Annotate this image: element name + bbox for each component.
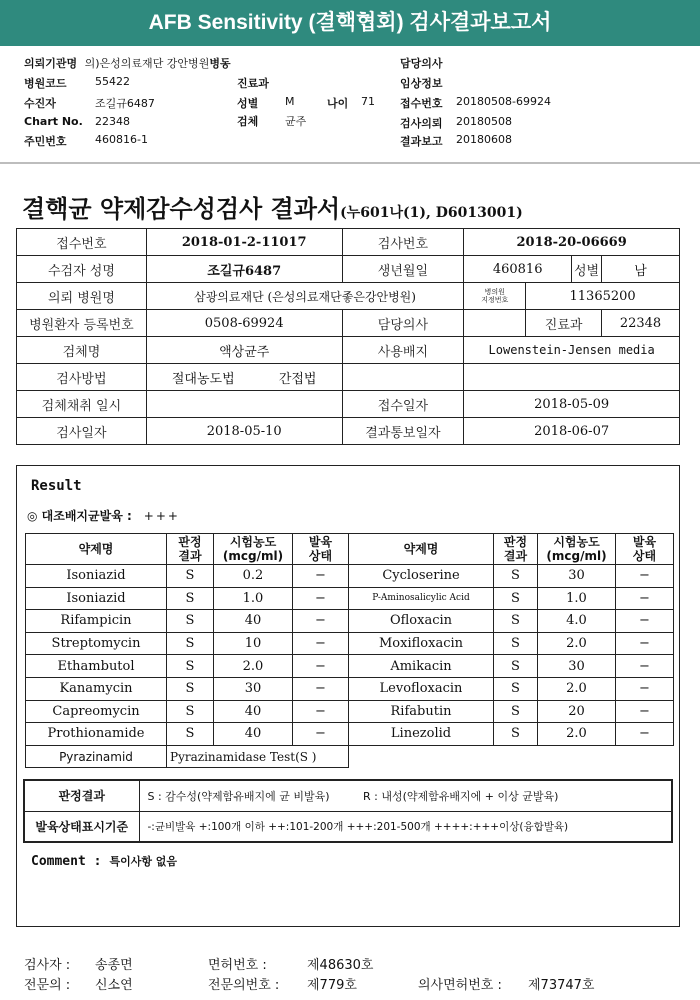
report-banner-title: AFB Sensitivity (결핵협회) 검사결과보고서 — [0, 0, 700, 46]
drug-conc: 40 — [214, 723, 293, 746]
drug-name: Moxifloxacin — [349, 632, 494, 655]
patient-name: 조길규6487 — [146, 256, 342, 283]
method-1: 절대농도법 — [171, 371, 235, 387]
table-row — [26, 723, 674, 746]
test-no: 2018-20-06669 — [464, 229, 680, 256]
header-label: 수진자 — [24, 97, 56, 110]
control-culture-value: +++ — [143, 509, 180, 523]
drug-result: S — [167, 723, 214, 746]
specimen-label: 검체명 — [17, 337, 147, 364]
drug-conc: 2.0 — [538, 677, 616, 700]
legend-table — [23, 779, 673, 843]
table-row — [26, 565, 674, 588]
header-label: 병원코드 — [24, 77, 67, 90]
growth-legend-label: 발육상태표시기준 — [24, 811, 139, 842]
doctor-license-label: 의사면허번호 : — [418, 978, 502, 993]
drug-growth: − — [293, 632, 349, 655]
drug-growth: − — [293, 677, 349, 700]
col-judge: 판정 결과 — [494, 534, 538, 565]
comment — [31, 853, 177, 869]
header-value: 460816-1 — [95, 133, 148, 146]
drug-conc: 40 — [214, 610, 293, 633]
drug-growth: − — [293, 655, 349, 678]
drug-growth: − — [616, 565, 674, 588]
dob: 460816 — [464, 256, 572, 283]
drug-result: S — [167, 677, 214, 700]
drug-result: S — [494, 655, 538, 678]
header-label: 나이 — [327, 97, 349, 110]
method-label: 검사방법 — [17, 364, 147, 391]
drug-result: S — [167, 632, 214, 655]
col-growth: 발육 상태 — [616, 534, 674, 565]
drug-name: Rifabutin — [349, 700, 494, 723]
header-value: 20180608 — [456, 133, 512, 146]
header-label: 진료과 — [237, 77, 269, 90]
judge-legend — [139, 780, 672, 811]
drug-result: S — [494, 700, 538, 723]
patient-info-table — [16, 228, 680, 445]
hospital-name: 삼광의료재단 (은성의료재단좋은강안병원) — [146, 283, 463, 310]
drug-name: Isoniazid — [26, 565, 167, 588]
drug-sensitivity-table — [25, 533, 674, 768]
header-label: Chart No. — [24, 115, 83, 128]
result-box — [16, 465, 680, 927]
header-label: 검사의뢰 — [400, 117, 443, 130]
designated-no-label — [464, 283, 526, 310]
header-row-1 — [24, 55, 231, 71]
drug-name: Cycloserine — [349, 565, 494, 588]
header-label: 의뢰기관명 — [24, 57, 78, 70]
table-row — [26, 745, 674, 768]
drug-name: Streptomycin — [26, 632, 167, 655]
tester-name: 송종면 — [95, 958, 133, 973]
header-label: 병동 — [209, 57, 231, 70]
drug-growth: − — [616, 587, 674, 610]
drug-conc: 20 — [538, 700, 616, 723]
header-value: 의)은성의료재단 강안병원 — [84, 57, 210, 70]
sex: 남 — [602, 256, 680, 283]
table-row — [26, 632, 674, 655]
test-no-label: 검사번호 — [342, 229, 464, 256]
specialist-name: 신소연 — [95, 978, 133, 993]
empty-cell — [342, 364, 464, 391]
growth-legend: -:균비발육 +:100개 이하 ++:101-200개 +++:201-500개 ++++:+++이상(융합발육) — [139, 811, 672, 842]
table-row — [26, 655, 674, 678]
drug-name: Capreomycin — [26, 700, 167, 723]
header-value: 20180508 — [456, 115, 512, 128]
drug-conc: 4.0 — [538, 610, 616, 633]
doctor-license-no: 제73747호 — [528, 978, 595, 993]
col-drug: 약제명 — [26, 534, 167, 565]
license-label: 면허번호 : — [208, 958, 267, 973]
drug-conc: 0.2 — [214, 565, 293, 588]
drug-conc: 10 — [214, 632, 293, 655]
header-value: 22348 — [95, 115, 130, 128]
drug-name: Ofloxacin — [349, 610, 494, 633]
receipt-no: 2018-01-2-11017 — [146, 229, 342, 256]
drug-conc: 2.0 — [538, 632, 616, 655]
collect-date — [146, 391, 342, 418]
drug-result: S — [494, 677, 538, 700]
reg-no: 0508-69924 — [146, 310, 342, 337]
header-value: 균주 — [285, 115, 307, 128]
drug-growth: − — [616, 677, 674, 700]
header-value: M — [285, 95, 295, 108]
hospital-label: 의뢰 병원명 — [17, 283, 147, 310]
divider — [0, 162, 700, 164]
table-row — [26, 677, 674, 700]
specialist-label: 전문의 : — [24, 978, 71, 993]
drug-name: Amikacin — [349, 655, 494, 678]
drug-result: S — [494, 632, 538, 655]
collect-date-label: 검체채취 일시 — [17, 391, 147, 418]
report-title — [22, 189, 523, 224]
dept: 22348 — [602, 310, 680, 337]
test-date: 2018-05-10 — [146, 418, 342, 445]
reg-no-label: 병원환자 등록번호 — [17, 310, 147, 337]
drug-result: S — [494, 723, 538, 746]
drug-conc: 2.0 — [214, 655, 293, 678]
comment-label: Comment : — [31, 854, 102, 869]
drug-conc: 1.0 — [214, 587, 293, 610]
drug-result: S — [167, 655, 214, 678]
drug-growth: − — [293, 723, 349, 746]
header-label: 접수번호 — [400, 97, 443, 110]
drug-conc: 2.0 — [538, 723, 616, 746]
drug-growth: − — [293, 610, 349, 633]
drug-name: Rifampicin — [26, 610, 167, 633]
report-date-label: 결과통보일자 — [342, 418, 464, 445]
header-value: 20180508-69924 — [456, 95, 551, 108]
header-row-2 — [24, 75, 67, 91]
license-no: 제48630호 — [307, 958, 374, 973]
pza-test: Pyrazinamidase Test(S ) — [167, 745, 349, 768]
receipt-date: 2018-05-09 — [464, 391, 680, 418]
drug-name: Isoniazid — [26, 587, 167, 610]
test-date-label: 검사일자 — [17, 418, 147, 445]
header-label: 결과보고 — [400, 135, 443, 148]
doctor — [464, 310, 526, 337]
dob-label: 생년월일 — [342, 256, 464, 283]
comment-value: 특이사항 없음 — [109, 855, 178, 868]
drug-growth: − — [293, 700, 349, 723]
drug-conc: 1.0 — [538, 587, 616, 610]
medium: Lowenstein-Jensen media — [464, 337, 680, 364]
col-growth: 발육 상태 — [293, 534, 349, 565]
col-conc: 시험농도 (mcg/ml) — [214, 534, 293, 565]
judge-legend-label: 판정결과 — [24, 780, 139, 811]
drug-result: S — [167, 700, 214, 723]
drug-name: P-Aminosalicylic Acid — [349, 587, 494, 610]
specialist-no-label: 전문의번호 : — [208, 978, 280, 993]
method-2: 간접법 — [278, 371, 317, 387]
pza-drug-name: Pyrazinamid — [26, 745, 167, 768]
empty-cell — [349, 745, 674, 768]
table-header-row — [26, 534, 674, 565]
drug-result: S — [167, 610, 214, 633]
receipt-date-label: 접수일자 — [342, 391, 464, 418]
header-value: 55422 — [95, 75, 130, 88]
drug-conc: 30 — [214, 677, 293, 700]
drug-result: S — [494, 587, 538, 610]
dept-label: 진료과 — [526, 310, 602, 337]
header-label: 주민번호 — [24, 135, 67, 148]
specimen: 액상균주 — [146, 337, 342, 364]
doctor-label: 담당의사 — [342, 310, 464, 337]
control-culture — [27, 507, 180, 524]
drug-name: Ethambutol — [26, 655, 167, 678]
col-judge: 판정 결과 — [167, 534, 214, 565]
drug-result: S — [494, 610, 538, 633]
specialist-no: 제779호 — [307, 978, 357, 993]
medium-label: 사용배지 — [342, 337, 464, 364]
table-row — [26, 700, 674, 723]
designated-no-label-2: 지정번호 — [481, 296, 509, 304]
drug-name: Kanamycin — [26, 677, 167, 700]
drug-result: S — [167, 587, 214, 610]
result-title: Result — [31, 478, 82, 494]
table-row — [26, 610, 674, 633]
drug-growth: − — [616, 632, 674, 655]
table-row — [26, 587, 674, 610]
header-value: 조길규6487 — [95, 97, 155, 110]
designated-no: 11365200 — [526, 283, 680, 310]
header-label: 담당의사 — [400, 57, 443, 70]
drug-growth: − — [293, 587, 349, 610]
patient-label: 수검자 성명 — [17, 256, 147, 283]
drug-conc: 40 — [214, 700, 293, 723]
drug-growth: − — [616, 610, 674, 633]
col-drug: 약제명 — [349, 534, 494, 565]
report-date: 2018-06-07 — [464, 418, 680, 445]
header-label: 검체 — [237, 115, 259, 128]
tester-label: 검사자 : — [24, 958, 71, 973]
method — [146, 364, 342, 391]
drug-name: Prothionamide — [26, 723, 167, 746]
header-label: 성별 — [237, 97, 259, 110]
empty-cell — [464, 364, 680, 391]
header-label: 임상정보 — [400, 77, 443, 90]
judge-legend-r: R : 내성(약제함유배지에 + 이상 균발육) — [363, 789, 559, 803]
drug-growth: − — [293, 565, 349, 588]
control-culture-label: ◎ 대조배지균발육 : — [27, 509, 132, 523]
col-conc: 시험농도 (mcg/ml) — [538, 534, 616, 565]
drug-conc: 30 — [538, 655, 616, 678]
drug-growth: − — [616, 723, 674, 746]
report-title-text: 결핵균 약제감수성검사 결과서 — [22, 194, 341, 223]
sex-label: 성별 — [572, 256, 602, 283]
drug-growth: − — [616, 655, 674, 678]
judge-legend-s: S : 감수성(약제함유배지에 균 비발육) — [147, 789, 330, 803]
drug-name: Levofloxacin — [349, 677, 494, 700]
receipt-no-label: 접수번호 — [17, 229, 147, 256]
header-value: 71 — [361, 95, 375, 108]
drug-result: S — [494, 565, 538, 588]
drug-name: Linezolid — [349, 723, 494, 746]
report-code: (누601나(1), D6013001) — [340, 205, 523, 221]
drug-conc: 30 — [538, 565, 616, 588]
drug-result: S — [167, 565, 214, 588]
drug-growth: − — [616, 700, 674, 723]
designated-no-label-1: 병의원 — [484, 288, 505, 296]
